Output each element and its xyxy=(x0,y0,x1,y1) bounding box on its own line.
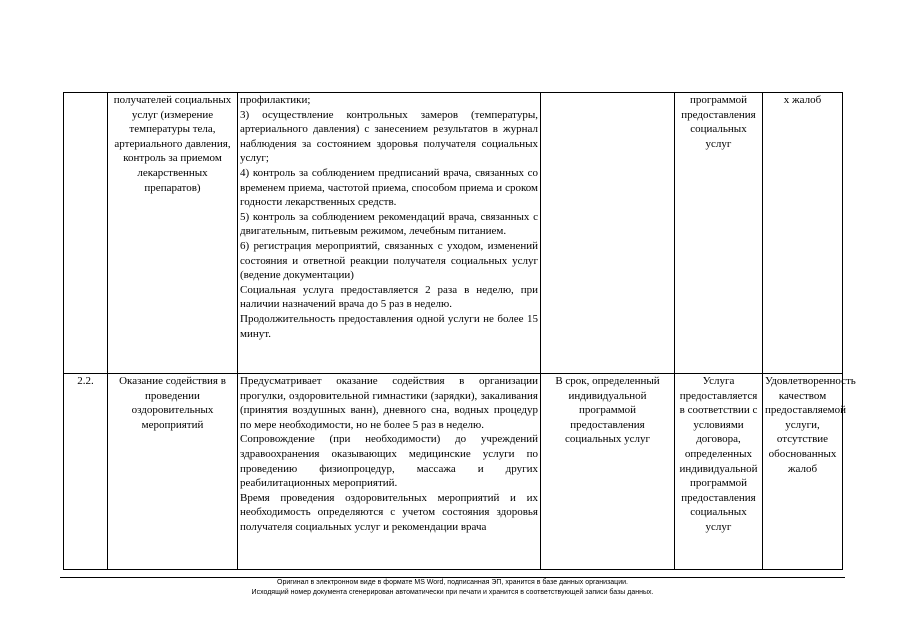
footer-original-note: Оригинал в электронном виде в формате MS Word, подписанная ЭП, хранится в базе данных организации. xyxy=(277,579,628,586)
content-paragraph: 5) контроль за соблюдением рекомендаций врача, связанных с двигательным, питьевым режимом, лечебным питанием. xyxy=(240,210,538,238)
content-paragraph: Сопровождение (при необходимости) до учреждений здравоохранения оказывающих медицинские услуги по проведению физиопроцедур, массажа и других реабилитационных мероприятий. xyxy=(240,433,538,490)
service-name-cell: получателей социальных услуг (измерение температуры тела, артериального давления, контроль за приемом лекарственных препаратов) xyxy=(108,93,238,374)
table-row xyxy=(64,374,843,570)
conditions-cell: Услуга предоставляется в соответствии с условиями договора, определенных индивидуальной программой предоставления социальных услуг xyxy=(675,374,763,570)
row-number-cell: 2.2. xyxy=(64,374,108,570)
row-number-cell xyxy=(64,93,108,374)
content-paragraph: 3) осуществление контрольных замеров (температуры, артериального давления) с занесением результатов в журнал наблюдения за состоянием здоровья получателя социальных услуг; xyxy=(240,108,538,165)
service-name-cell: Оказание содействия в проведении оздоровительных мероприятий xyxy=(108,374,238,570)
content-paragraph: 4) контроль за соблюдением предписаний врача, связанных со временем приема, частотой приема, способом приема и сроком годности лекарственных средств. xyxy=(240,166,538,209)
footer-outgoing-number-note: Исходящий номер документа сгенерирован автоматически при печати и хранится в соответствующей записи базы данных. xyxy=(251,589,654,596)
quality-cell: х жалоб xyxy=(763,93,843,374)
term-cell: В срок, определенный индивидуальной программой предоставления социальных услуг xyxy=(541,374,675,570)
table-row xyxy=(64,93,843,374)
service-content-cell xyxy=(238,93,541,374)
conditions-cell: программой предоставления социальных услуг xyxy=(675,93,763,374)
quality-cell: Удовлетворенность качеством предоставляемой услуги, отсутствие обоснованных жалоб xyxy=(763,374,843,570)
services-table xyxy=(63,92,856,570)
content-paragraph: Предусматривает оказание содействия в организации прогулки, оздоровительной гимнастики (зарядки), закаливания (принятия воздушных ванн), дневного сна, водных процедур по мере необходимости, но не более 5 раз в неделю. xyxy=(240,375,538,431)
content-paragraph: Продолжительность предоставления одной услуги не более 15 минут. xyxy=(240,312,538,340)
term-cell xyxy=(541,93,675,374)
content-paragraph: профилактики; xyxy=(240,94,311,106)
document-footer xyxy=(60,577,845,598)
content-paragraph: 6) регистрация мероприятий, связанных с уходом, изменений состояния и ответной реакции получателя социальных услуг (ведение документации) xyxy=(240,239,538,282)
content-paragraph: Время проведения оздоровительных мероприятий и их необходимость определяются с учетом состояния здоровья получателя социальных услуг и рекомендации врача xyxy=(240,491,538,533)
content-paragraph: Социальная услуга предоставляется 2 раза в неделю, при наличии назначений врача до 5 раз в неделю. xyxy=(240,283,538,311)
service-content-cell xyxy=(238,374,541,570)
